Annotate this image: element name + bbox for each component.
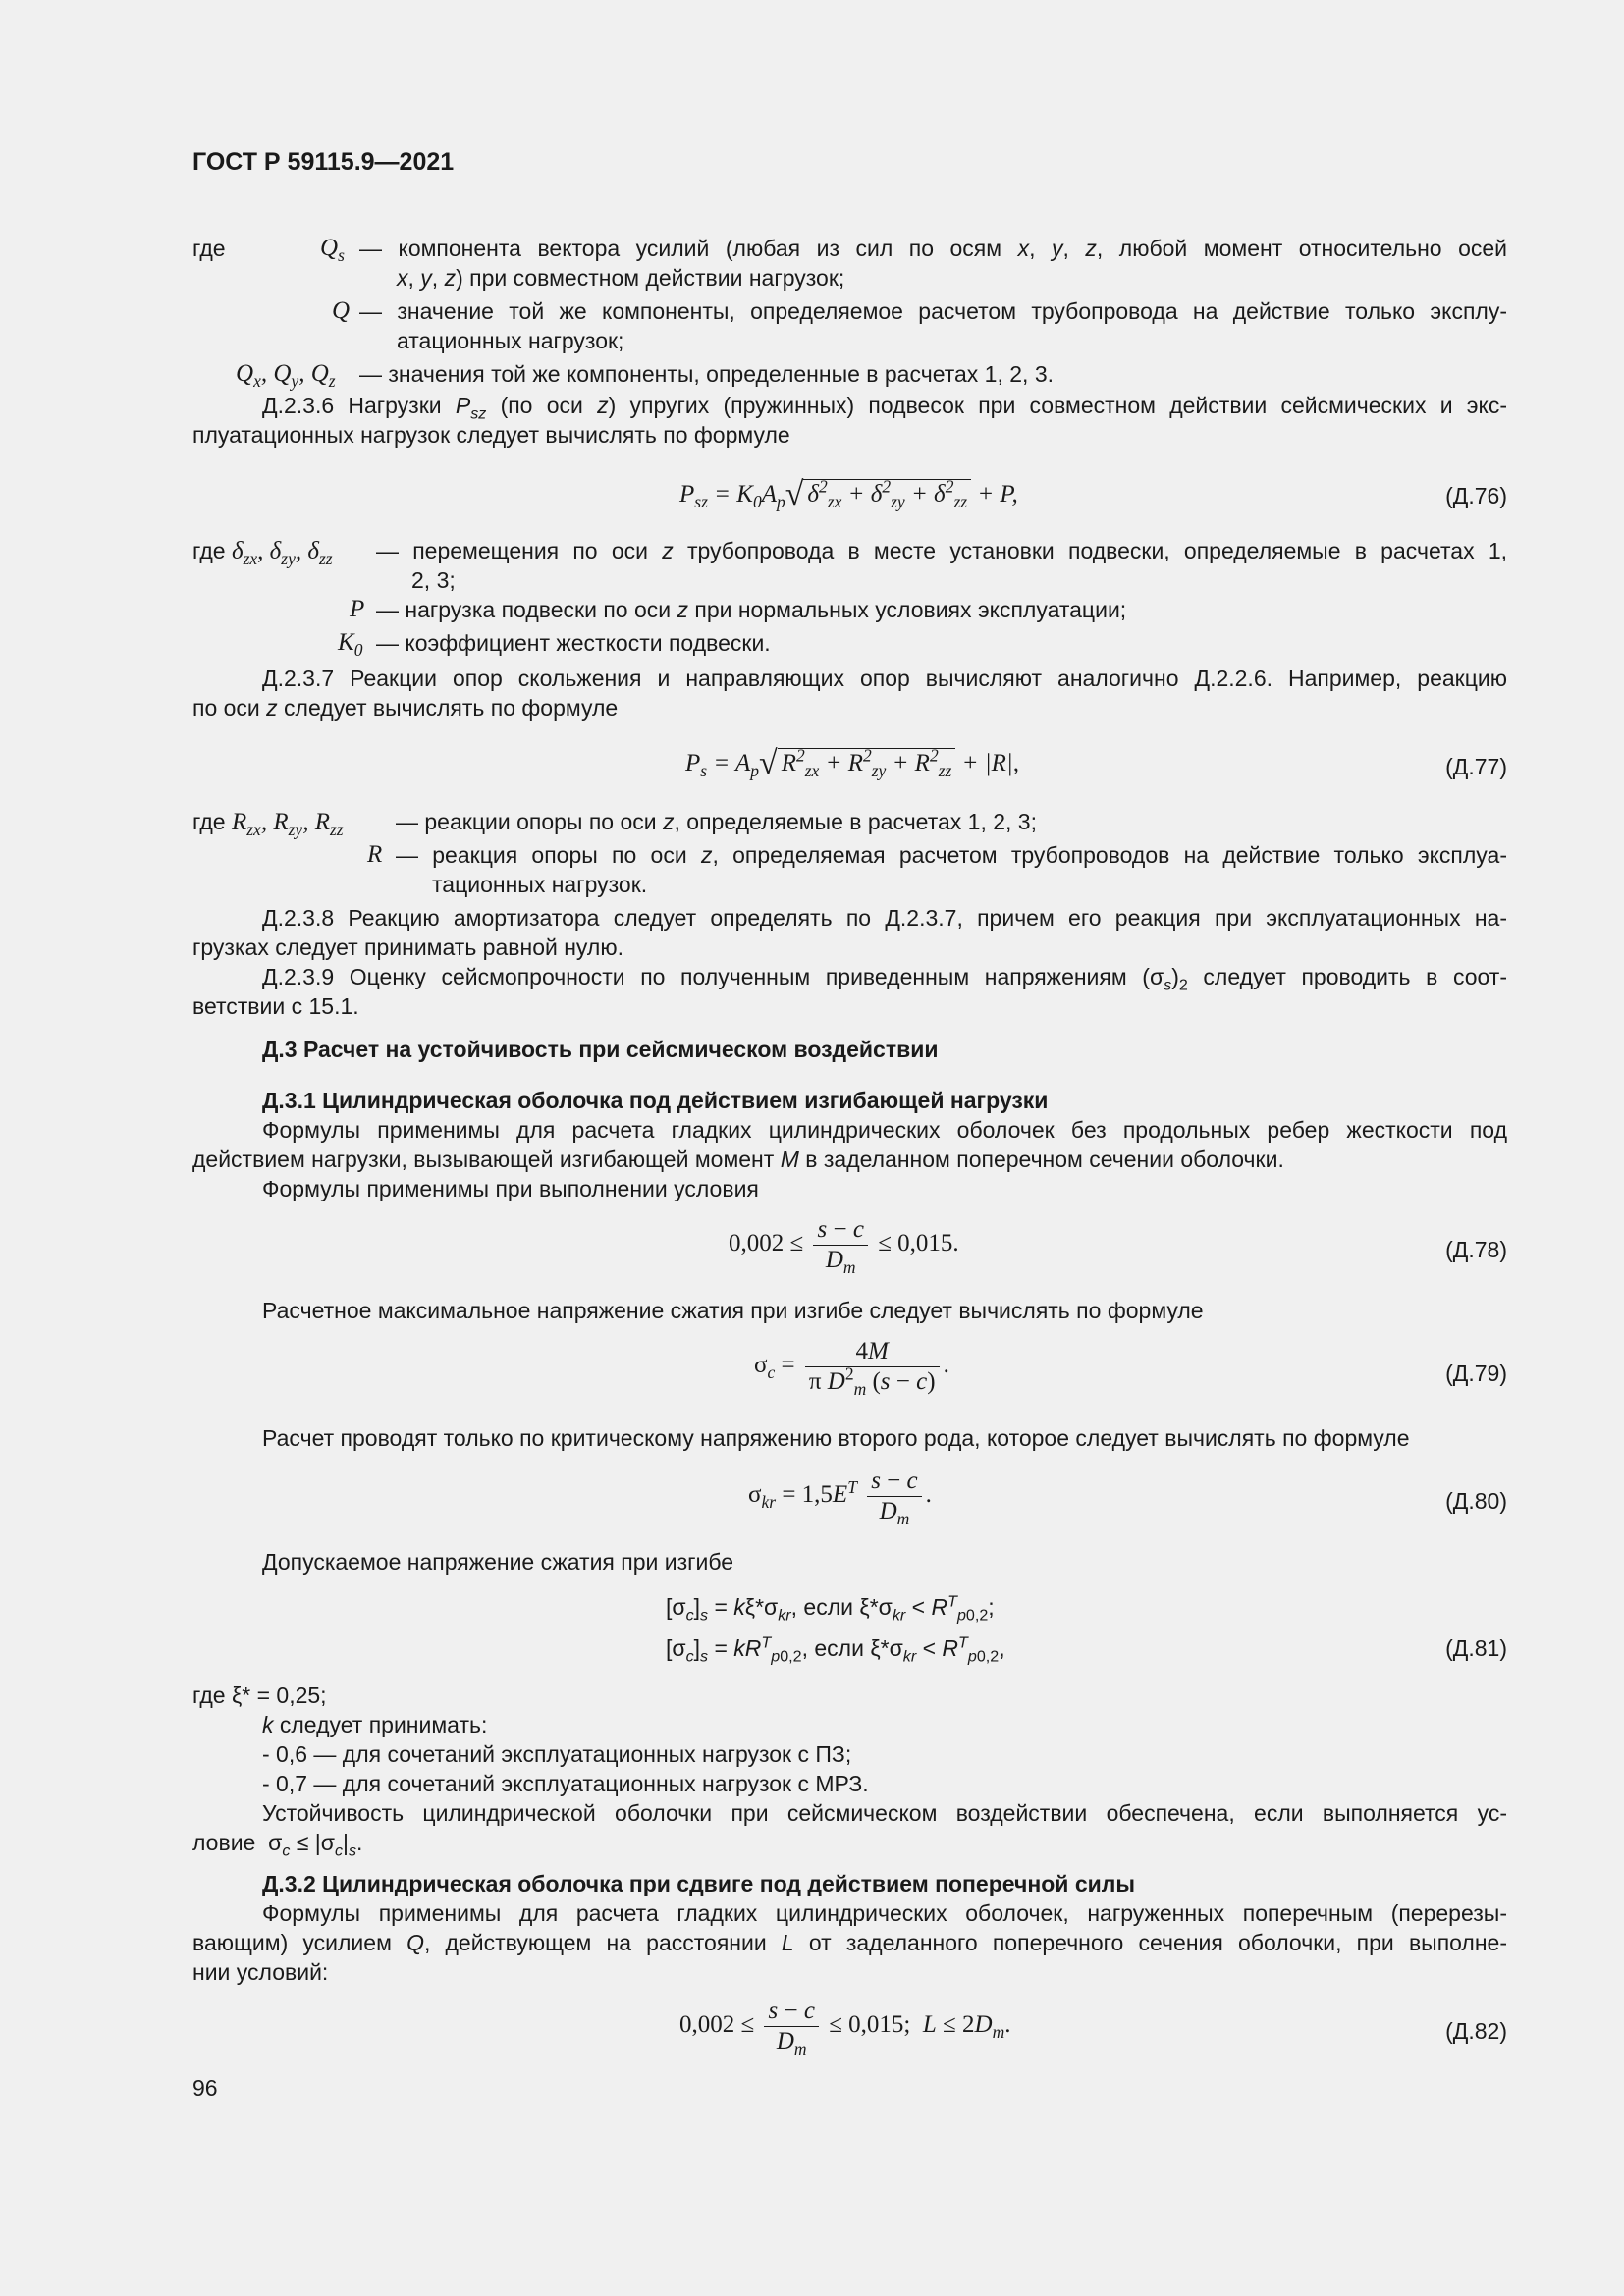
def-Qxyz: — значения той же компоненты, определенные в расчетах 1, 2, 3. [359, 361, 1055, 387]
formula-d81a: $[\sigma_c]_s = k\xi*\sigma_{kr}$, если $\xi*\sigma_{kr} < R^T_{p0,2}$; [666, 1592, 995, 1625]
formula-d81b: $[\sigma_c]_s = kR^T_{p0,2}$, если $\xi*\sigma_{kr} < R^T_{p0,2}$, [666, 1633, 1005, 1666]
eqnum-d77: (Д.77) [1445, 754, 1507, 779]
heading-d32: Д.3.2 Цилиндрическая оболочка при сдвиге под действием поперечной силы [262, 1871, 1136, 1896]
def-Q-line1: — значение той же компоненты, определяемое расчетом трубопровода на действие только эксплу- [359, 298, 1507, 324]
formula-d80: $\sigma_{kr} = 1,5E^T$ $\frac{s - c}{D_m}$ . [748, 1468, 932, 1528]
symbol-P: P [350, 596, 365, 622]
document-header: ГОСТ Р 59115.9—2021 [192, 148, 455, 176]
where-label-3: где $R_{zx}$, $R_{zy}$, $R_{zz}$ [192, 809, 344, 839]
para-d31c: Расчетное максимальное напряжение сжатия при изгибе следует вычислять по формуле [262, 1298, 1204, 1323]
eqnum-d80: (Д.80) [1445, 1488, 1507, 1514]
para-d31b: Формулы применимы при выполнении условия [262, 1176, 759, 1201]
page-number: 96 [192, 2075, 218, 2101]
def-delta-line1: — перемещения по оси z трубопровода в месте установки подвески, определяемые в расчетах 1, [376, 538, 1508, 563]
k-option-1: - 0,6 — для сочетаний эксплуатационных нагрузок с ПЗ; [262, 1741, 852, 1767]
heading-d3: Д.3 Расчет на устойчивость при сейсмическом воздействии [262, 1037, 939, 1062]
eqnum-d81: (Д.81) [1445, 1635, 1507, 1661]
para-d236-line1: Д.2.3.6 Нагрузки $P_{sz}$ (по оси z) упругих (пружинных) подвесок при совместном действии сейсмических и экс- [262, 393, 1507, 423]
formula-d79: $\sigma_c$ = $\frac{4M}{\pi D^2_m (s - c)}$ . [754, 1338, 949, 1399]
para-d237-line2: по оси z следует вычислять по формуле [192, 695, 619, 721]
def-P: — нагрузка подвески по оси z при нормальных условиях эксплуатации; [376, 597, 1127, 622]
para-d31e: Допускаемое напряжение сжатия при изгибе [262, 1549, 734, 1575]
formula-d78: 0,002 ≤ $\frac{s - c}{D_m}$ ≤ 0,015. [729, 1216, 959, 1277]
def-R-line1: — реакция опоры по оси z, определяемая расчетом трубопроводов на действие только эксплуа- [396, 842, 1507, 868]
where-label: где [192, 236, 226, 261]
para-d238-line1: Д.2.3.8 Реакцию амортизатора следует определять по Д.2.3.7, причем его реакция при эксплуатационных на- [262, 905, 1507, 931]
stability-line1: Устойчивость цилиндрической оболочки при сейсмическом воздействии обеспечена, если выполняется ус- [262, 1800, 1507, 1826]
k-line: k следует принимать: [262, 1712, 488, 1737]
eqnum-d82: (Д.82) [1445, 2018, 1507, 2044]
para-d32-line3: нии условий: [192, 1959, 329, 1985]
def-delta-line2: 2, 3; [411, 567, 456, 593]
k-option-2: - 0,7 — для сочетаний эксплуатационных нагрузок с МРЗ. [262, 1771, 869, 1796]
formula-d76: $P_{sz} = K_0A_p√$ $\delta^2_{zx} + \delta^2_{zy} + \delta^2_{zz} + P$, [679, 476, 1018, 512]
eqnum-d78: (Д.78) [1445, 1237, 1507, 1262]
symbol-R: R [367, 841, 383, 868]
def-K0: — коэффициент жесткости подвески. [376, 630, 771, 656]
symbol-Q: Q [332, 297, 351, 324]
def-Q-line2: атационных нагрузок; [397, 328, 624, 353]
def-Qs-line1: — компонента вектора усилий (любая из сил по осям x, y, z, любой момент относительно осей [359, 236, 1508, 261]
symbol-K0: $K_0$ [338, 629, 363, 660]
heading-d31: Д.3.1 Цилиндрическая оболочка под действием изгибающей нагрузки [262, 1088, 1049, 1113]
eqnum-d79: (Д.79) [1445, 1361, 1507, 1386]
symbol-Qxyz: $Q_x$, $Q_y$, $Q_z$ [236, 360, 336, 391]
para-d239-line2: ветствии с 15.1. [192, 993, 359, 1019]
eqnum-d76: (Д.76) [1445, 483, 1507, 508]
stability-line2: ловие $\sigma_c \le |\sigma_c|_s$. [192, 1830, 363, 1860]
symbol-Qs: $Q_s$ [320, 235, 345, 265]
def-Qs-line2: x, y, z) при совместном действии нагрузок; [397, 265, 845, 291]
para-d31a-line1: Формулы применимы для расчета гладких цилиндрических оболочек без продольных ребер жесткости под [262, 1117, 1507, 1143]
def-Rz: — реакции опоры по оси z, определяемые в расчетах 1, 2, 3; [396, 809, 1037, 834]
where-xi: где ξ* = 0,25; [192, 1682, 327, 1708]
para-d32-line1: Формулы применимы для расчета гладких цилиндрических оболочек, нагруженных поперечным (перерезы- [262, 1900, 1507, 1926]
para-d239-line1: Д.2.3.9 Оценку сейсмопрочности по полученным приведенным напряжениям $(\sigma_s)_2$ следует проводить в соот- [262, 964, 1507, 994]
para-d236-line2: плуатационных нагрузок следует вычислять по формуле [192, 422, 790, 448]
para-d31d: Расчет проводят только по критическому напряжению второго рода, которое следует вычислять по формуле [262, 1425, 1410, 1451]
para-d31a-line2: действием нагрузки, вызывающей изгибающей момент M в заделанном поперечном сечении оболочки. [192, 1147, 1284, 1172]
para-d237-line1: Д.2.3.7 Реакции опор скольжения и направляющих опор вычисляют аналогично Д.2.2.6. Например, реакцию [262, 666, 1507, 691]
def-R-line2: тационных нагрузок. [432, 872, 648, 897]
para-d32-line2: вающим) усилием Q, действующем на расстоянии L от заделанного поперечного сечения оболочки, при выполне- [192, 1930, 1508, 1955]
para-d238-line2: грузках следует принимать равной нулю. [192, 934, 623, 960]
formula-d77: $P_s = A_p√$ $R^2_{zx} + R^2_{zy} + R^2_{zz} + |R|$, [685, 745, 1019, 781]
where-label-2: где $\delta_{zx}$, $\delta_{zy}$, $\delta_{zz}$ [192, 538, 333, 568]
formula-d82: 0,002 ≤ $\frac{s - c}{D_m}$ ≤ 0,015; $L \le 2D_m$. [679, 1998, 1011, 2058]
